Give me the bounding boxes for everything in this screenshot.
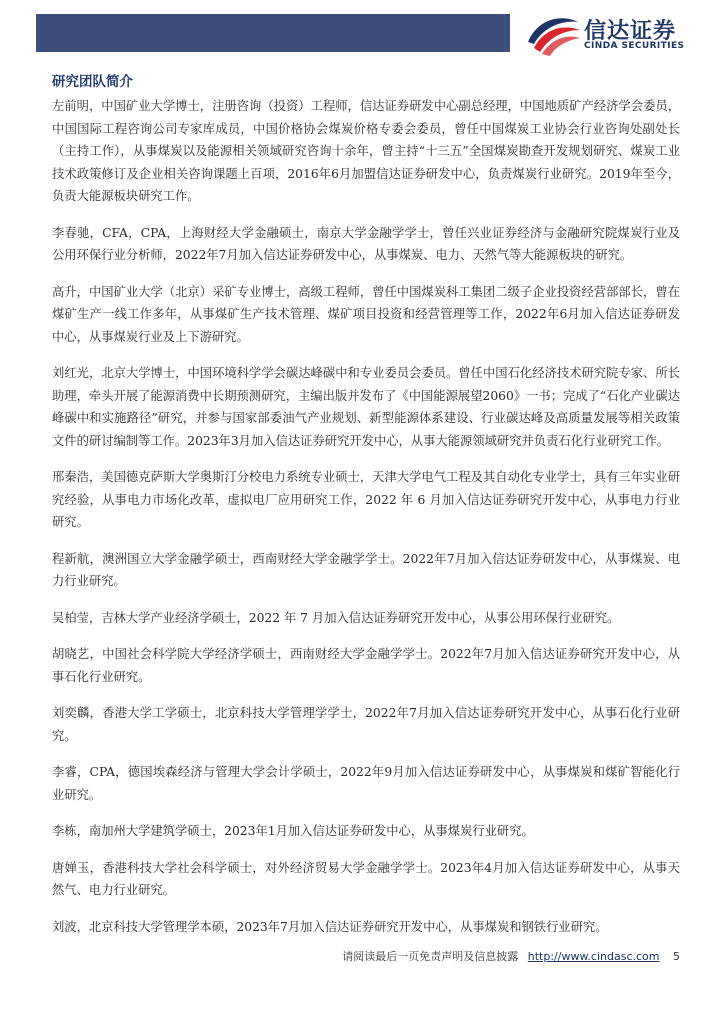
website-link[interactable]: http://www.cindasc.com	[527, 950, 660, 963]
bio-paragraph: 李栋，南加州大学建筑学硕士，2023年1月加入信达证券研发中心，从事煤炭行业研究。	[52, 824, 534, 838]
section-title: 研究团队简介	[52, 74, 133, 90]
bio-paragraph: 刘奕麟，香港大学工学硕士，北京科技大学管理学学士，2022年7月加入信达证券研究开发中心，从事石化行业研究。	[52, 706, 680, 743]
bio-paragraph: 李睿，CPA，德国埃森经济与管理大学会计学硕士，2022年9月加入信达证券研发中心，从事煤炭和煤矿智能化行业研究。	[52, 765, 680, 802]
bio-paragraph: 李春驰，CFA，CPA，上海财经大学金融硕士，南京大学金融学学士，曾任兴业证券经济与金融研究院煤炭行业及公用环保行业分析师，2022年7月加入信达证券研发中心，从事煤炭、电力、天然气等大能源板块的研究。	[52, 225, 680, 262]
logo-chinese-text: 信达证券	[584, 19, 677, 44]
bio-paragraph: 高升，中国矿业大学（北京）采矿专业博士，高级工程师，曾任中国煤炭科工集团二级子企业投资经营部部长，曾在煤矿生产一线工作多年，从事煤矿生产技术管理、煤矿项目投资和经营管理等工作，2022年6月加入信达证券研发中心，从事煤炭行业及上下游研究。	[52, 284, 680, 344]
bio-paragraph: 程新航，澳洲国立大学金融学硕士，西南财经大学金融学学士。2022年7月加入信达证券研发中心，从事煤炭、电力行业研究。	[52, 551, 680, 588]
company-logo	[524, 12, 704, 56]
bio-paragraph: 胡晓艺，中国社会科学院大学经济学硕士，西南财经大学金融学学士。2022年7月加入信达证券研究开发中心，从事石化行业研究。	[52, 647, 680, 684]
logo-english-text: CINDA SECURITIES	[584, 41, 685, 51]
team-bio-list	[52, 95, 680, 952]
bio-paragraph: 唐婵玉，香港科技大学社会科学硕士，对外经济贸易大学金融学学士。2023年4月加入信达证券研发中心，从事天然气、电力行业研究。	[52, 860, 680, 897]
bio-paragraph: 吴柏莹，吉林大学产业经济学硕士，2022 年 7 月加入信达证券研究开发中心，从事公用环保行业研究。	[52, 610, 620, 625]
page-number: 5	[673, 950, 680, 963]
bio-paragraph: 左前明，中国矿业大学博士，注册咨询（投资）工程师，信达证券研发中心副总经理，中国地质矿产经济学会委员，中国国际工程咨询公司专家库成员，中国价格协会煤炭价格专委会委员，曾任中国煤炭工业协会行业咨询处副处长（主持工作），从事煤炭以及能源相关领域研究咨询十余年，曾主持“十三五”全国煤炭勘查开发规划研究、煤炭工业技术政策修订及企业相关咨询课题上百项，2016年6月加盟信达证券研发中心，负责煤炭行业研究。2019年至今，负责大能源板块研究工作。	[52, 99, 680, 203]
bio-paragraph: 刘红光，北京大学博士，中国环境科学学会碳达峰碳中和专业委员会委员。曾任中国石化经济技术研究院专家、所长助理，牵头开展了能源消费中长期预测研究，主编出版并发布了《中国能源展望2060》一书；完成了“石化产业碳达峰碳中和实施路径”研究，并参与国家部委油气产业规划、新型能源体系建设、行业碳达峰及高质量发展等相关政策文件的研讨编制等工作。2023年3月加入信达证券研究开发中心，从事大能源领域研究并负责石化行业研究工作。	[52, 366, 680, 448]
bio-paragraph: 邢秦浩，美国德克萨斯大学奥斯汀分校电力系统专业硕士，天津大学电气工程及其自动化专业学士，具有三年实业研究经验，从事电力市场化改革，虚拟电厂应用研究工作，2022 年 6 月加入信达证券研究开发中心，从事电力行业研究。	[52, 470, 680, 529]
cinda-logo-icon	[524, 12, 582, 56]
bio-paragraph: 刘波，北京科技大学管理学本硕，2023年7月加入信达证券研究开发中心，从事煤炭和钢铁行业研究。	[52, 919, 608, 934]
footer-disclaimer: 请阅读最后一页免责声明及信息披露	[342, 950, 519, 963]
page-footer	[342, 948, 680, 964]
header-bar	[36, 14, 510, 52]
